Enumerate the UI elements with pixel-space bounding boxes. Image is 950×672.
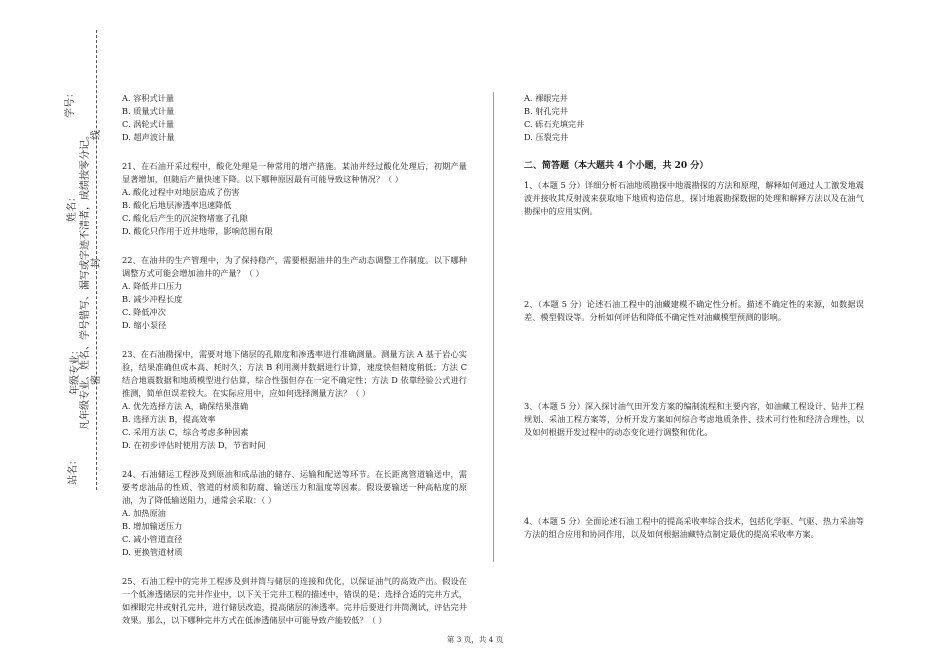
name-label: 姓名： [67, 192, 78, 222]
option: D. 缩小泵径 [122, 320, 167, 330]
option: C. 酸化后产生的沉淀物堵塞了孔隙 [122, 213, 248, 223]
option: C. 涡轮式计量 [122, 119, 175, 129]
seal-xian-mark: 线 [91, 130, 102, 140]
seal-mi-mark: 密 [91, 375, 102, 385]
binding-margin [0, 0, 110, 672]
option: B. 酸化后地层渗透率迅速降低 [122, 200, 232, 210]
option: B. 射孔完井 [524, 106, 568, 116]
major-label: 年级专业： [70, 345, 81, 395]
school-label: 站名： [68, 455, 79, 485]
question-25 [122, 575, 467, 627]
option: D. 酸化只作用于近井地带，影响范围有限 [122, 226, 273, 236]
question-stem: 21、在石油开采过程中，酸化处理是一种常用的增产措施。某油井经过酸化处理后，初期产量显著增加，但随后产量快速下降。以下哪种原因最有可能导致这种情况？（ ） [122, 161, 467, 184]
option: B. 选择方法 B，提高效率 [122, 414, 216, 424]
short-question-1: 1、（本题 5 分）详细分析石油地质勘探中地震勘探的方法和原理，解释如何通过人工激发地震波并接收其反射波来获取地下地质构造信息，探讨地震勘探数据的处理和解释方法以及在油气勘探中的应用实例。 [524, 180, 864, 216]
left-column [122, 92, 467, 643]
answer-space[interactable] [524, 451, 864, 515]
section-title: 二、简答题（本大题共 4 个小题，共 20 分） [524, 161, 709, 171]
answer-space[interactable] [524, 336, 864, 400]
page-number: 第 3 页，共 4 页 [446, 635, 504, 644]
option: D. 更换管道材质 [122, 547, 183, 557]
short-question-4: 4、（本题 5 分）全面论述石油工程中的提高采收率综合技术，包括化学驱、气驱、热力采油等方法的组合应用和协同作用，以及如何根据油藏特点制定最优的提高采收率方案。 [524, 516, 864, 539]
margin-warning: 凡年级专业、姓名、学号错写、漏写或字迹不清者，成绩按零分记。 [80, 130, 91, 430]
question-stem: 24、石油储运工程涉及到原油和成品油的储存、运输和配送等环节。在长距离管道输送中，需要考虑油品的性质、管道的材质和防腐、输送压力和温度等因素。假设要输送一种高粘度的原油，为了降低输送阻力，通常会采取：（ ） [122, 469, 467, 505]
seal-cut-line [96, 30, 97, 490]
option: D. 压裂完井 [524, 132, 569, 142]
option: A. 优先选择方法 A，确保结果准确 [122, 401, 249, 411]
question-25-options [524, 92, 864, 144]
option: B. 质量式计量 [122, 106, 175, 116]
question-stem: 23、在石油勘探中，需要对地下储层的孔隙度和渗透率进行准确测量。测量方法 A 基于岩心实验，结果准确但成本高、耗时久；方法 B 利用测井数据进行计算，速度快但精度稍低；方法 C 结合地震数据和地质模型进行估算，综合性强但存在一定不确定性；方法 D 依靠经验公式进行推测，简单但误差较大。在实际应用中，应如何选择测量方法？（ ） [122, 349, 467, 398]
short-question-3: 3、（本题 5 分）深入探讨油气田开发方案的编制流程和主要内容，如油藏工程设计、钻井工程规划、采油工程方案等，分析开发方案如何综合考虑地质条件、技术可行性和经济合理性，以及如何根据开发过程中的动态变化进行调整和优化。 [524, 401, 864, 437]
right-column [524, 92, 864, 553]
option: A. 裸眼完井 [524, 93, 568, 103]
answer-space[interactable] [524, 230, 864, 298]
option: B. 增加输送压力 [122, 521, 183, 531]
question-21 [122, 160, 467, 238]
option: C. 减小管道直径 [122, 534, 183, 544]
student-id-label: 学号： [65, 88, 76, 118]
option: B. 减少冲程长度 [122, 294, 183, 304]
option: A. 酸化过程中对地层造成了伤害 [122, 187, 240, 197]
option: A. 容积式计量 [122, 93, 175, 103]
option: C. 砾石充填完井 [524, 119, 585, 129]
option: C. 降低冲次 [122, 307, 166, 317]
option: D. 在初步评估时使用方法 D，节省时间 [122, 440, 266, 450]
option: A. 加热原油 [122, 508, 166, 518]
question-stem: 25、石油工程中的完井工程涉及到井筒与储层的连接和优化，以保证油气的高效产出。假设在一个低渗透储层的完井作业中，以下关于完井工程的描述中，错误的是：选择合适的完井方式，如裸眼完井或射孔完井，进行储层改造，提高储层的渗透率。完井后要进行井筒测试，评估完井效果。那么，以下哪种完井方式在低渗透储层中可能导致产能较低？（ ） [122, 576, 467, 625]
seal-feng-mark: 封 [91, 258, 102, 268]
question-stem: 22、在油井的生产管理中，为了保持稳产，需要根据油井的生产动态调整工作制度。以下哪种调整方式可能会增加油井的产量？（ ） [122, 255, 467, 278]
option: A. 降低井口压力 [122, 281, 183, 291]
option: D. 超声波计量 [122, 132, 175, 142]
question-24 [122, 468, 467, 559]
question-23 [122, 348, 467, 452]
column-divider [493, 92, 494, 562]
short-question-2: 2、（本题 5 分）论述石油工程中的油藏建模不确定性分析。描述不确定性的来源，如数据误差、模型假设等。分析如何评估和降低不确定性对油藏模型预测的影响。 [524, 299, 864, 322]
question-20-options [122, 92, 467, 144]
option: C. 采用方法 C，综合考虑多种因素 [122, 427, 249, 437]
question-22 [122, 254, 467, 332]
